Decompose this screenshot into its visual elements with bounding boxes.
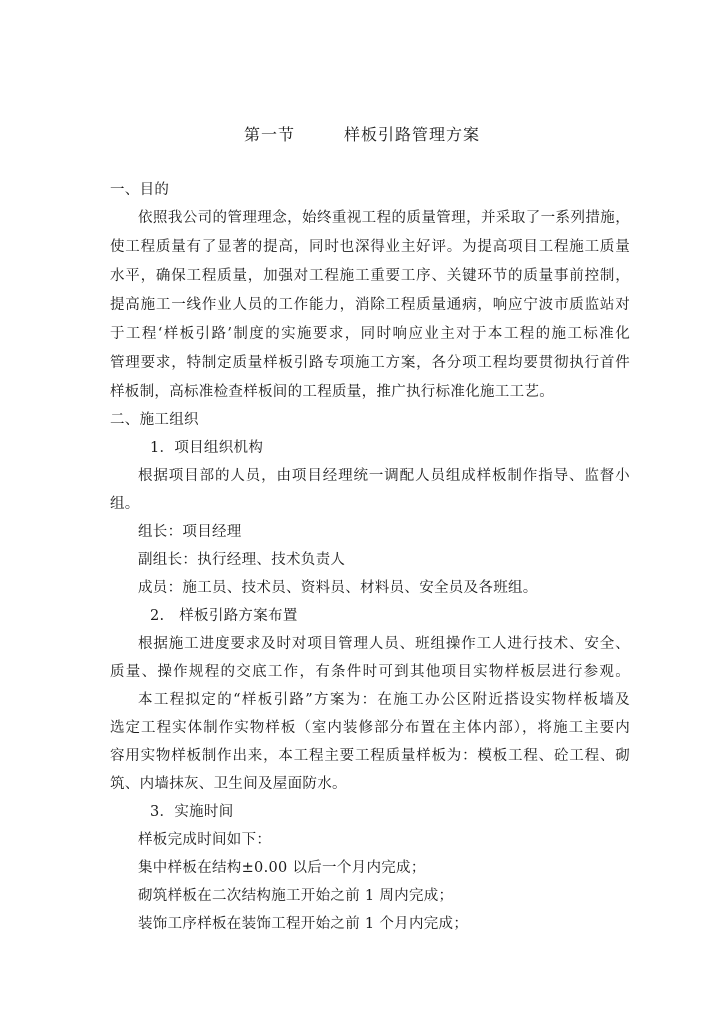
deputy-leader-line: 副组长：执行经理、技术负责人: [138, 552, 346, 568]
section-number: 第一节: [243, 125, 295, 144]
members-line: 成员：施工员、技术员、资料员、材料员、安全员及各班组。: [138, 580, 538, 596]
paragraph-line: 根据项目部的人员，由项目经理统一调配人员组成样板制作指导、监督小: [138, 468, 630, 484]
subsection-3-heading: 3．实施时间: [150, 804, 234, 820]
paragraph-line: 依照我公司的管理理念，始终重视工程的质量管理，并采取了一系列措施，: [138, 210, 630, 226]
section-2-heading: 二、施工组织: [110, 412, 199, 428]
paragraph-line: 组。: [110, 496, 140, 512]
paragraph-line: 本工程拟定的“样板引路”方案为：在施工办公区附近搭设实物样板墙及: [138, 692, 630, 708]
subsection-2-heading: 2. 样板引路方案布置: [150, 608, 298, 624]
paragraph-line: 筑、内墙抹灰、卫生间及屋面防水。: [110, 776, 347, 792]
paragraph-line: 质量、操作规程的交底工作，有条件时可到其他项目实物样板层进行参观。: [110, 664, 630, 680]
paragraph-line: 样板制，高标准检查样板间的工程质量，推广执行标准化施工工艺。: [110, 384, 554, 400]
paragraph-line: 样板完成时间如下：: [138, 832, 272, 848]
paragraph-line: 提高施工一线作业人员的工作能力，消除工程质量通病，响应宁波市质监站对: [110, 297, 630, 313]
paragraph-line: 集中样板在结构±0.00 以后一个月内完成；: [138, 860, 426, 876]
paragraph-line: 砌筑样板在二次结构施工开始之前 1 周内完成；: [138, 888, 454, 904]
group-leader-line: 组长：项目经理: [138, 524, 242, 540]
paragraph-line: 使工程质量有了显著的提高，同时也深得业主好评。为提高项目工程施工质量: [110, 239, 630, 255]
paragraph-line: 于工程‘样板引路’制度的实施要求，同时响应业主对于本工程的施工标准化: [110, 326, 630, 342]
paragraph-line: 水平，确保工程质量，加强对工程施工重要工序、关键环节的质量事前控制，: [110, 268, 630, 284]
paragraph-line: 装饰工序样板在装饰工程开始之前 1 个月内完成；: [138, 916, 469, 932]
paragraph-line: 选定工程实体制作实物样板（室内装修部分布置在主体内部），将施工主要内: [110, 720, 630, 736]
section-heading: 样板引路管理方案: [343, 125, 480, 144]
subsection-1-heading: 1．项目组织机构: [150, 440, 264, 456]
paragraph-line: 根据施工进度要求及时对项目管理人员、班组操作工人进行技术、安全、: [138, 636, 630, 652]
paragraph-line: 容用实物样板制作出来，本工程主要工程质量样板为：模板工程、砼工程、砌: [110, 748, 630, 764]
section-1-heading: 一、目的: [110, 182, 170, 198]
paragraph-line: 管理要求，特制定质量样板引路专项施工方案，各分项工程均要贯彻执行首件: [110, 355, 630, 371]
page-title: [0, 122, 724, 145]
